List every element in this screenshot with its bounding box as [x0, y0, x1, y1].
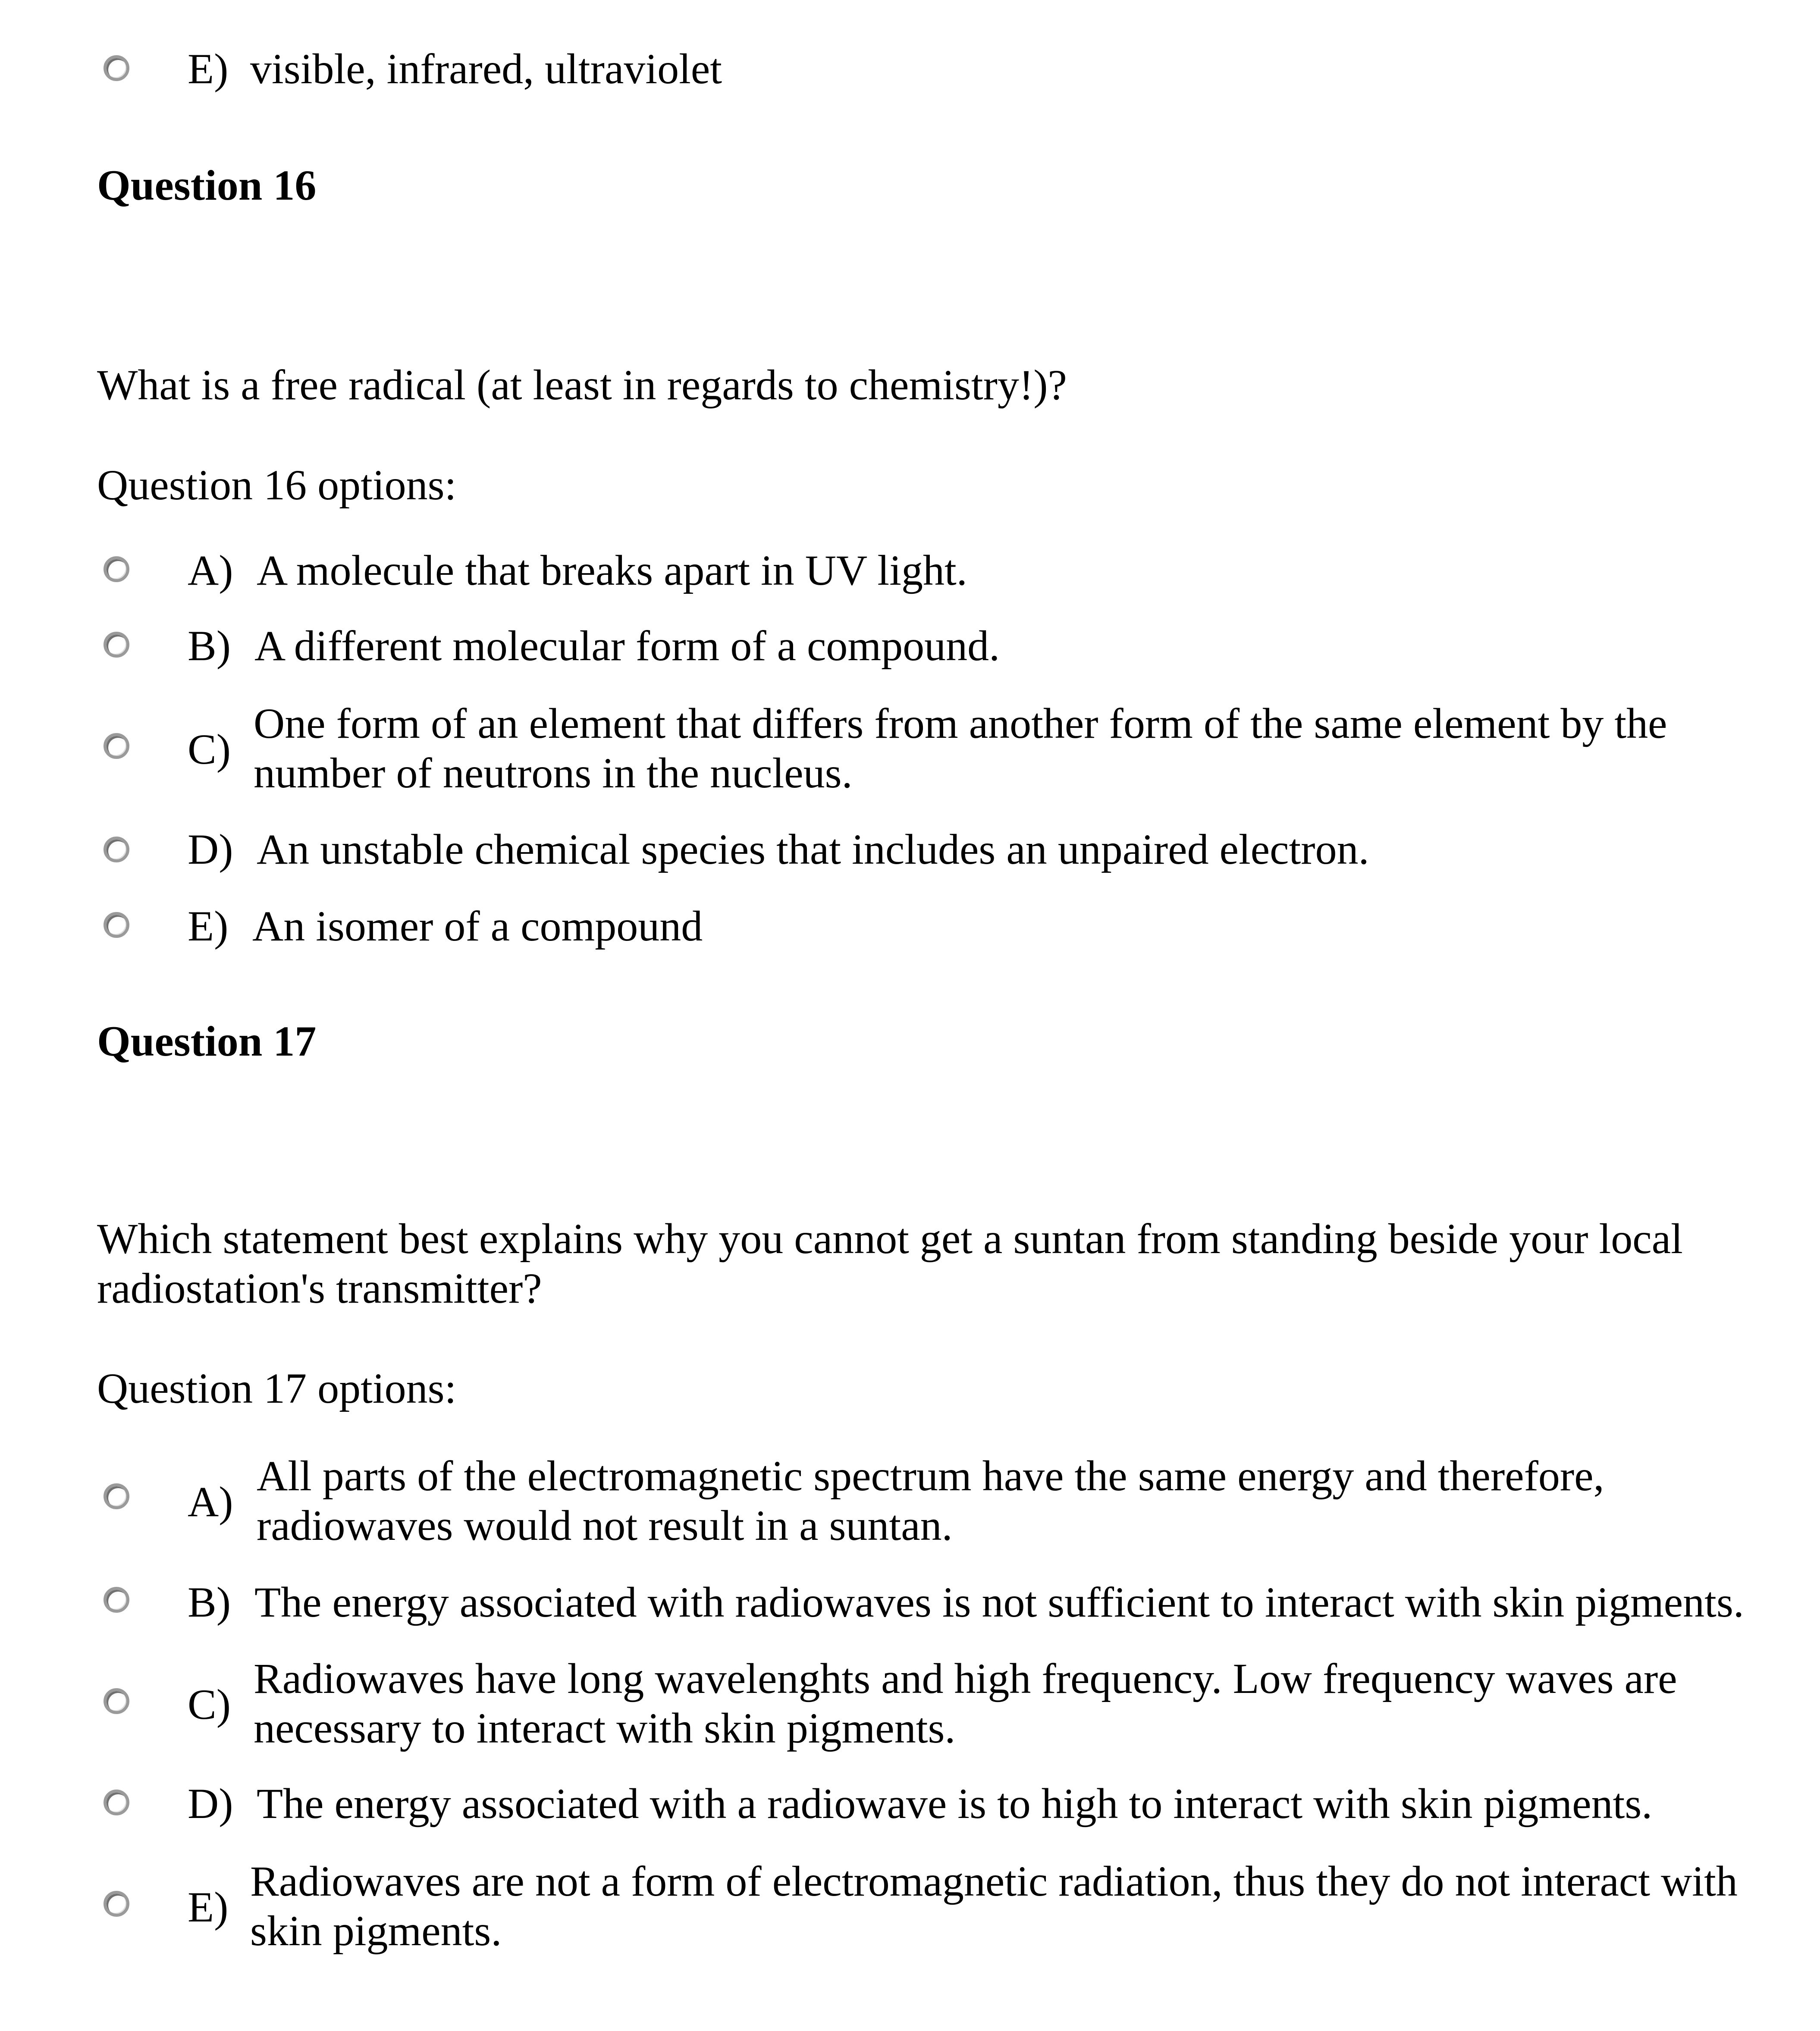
option-text-line-2: skin pigments. — [250, 1907, 502, 1955]
question-17-prompt-line-1: Which statement best explains why you cannot get a suntan from standing beside your local — [97, 1215, 1683, 1263]
question-16-prompt: What is a free radical (at least in regards to chemistry!)? — [97, 361, 1067, 409]
radio-button-icon[interactable] — [104, 1483, 129, 1509]
option-text-line-1: One form of an element that differs from another form of the same element by the — [254, 699, 1667, 747]
option-letter: C) — [188, 725, 231, 773]
radio-button-icon[interactable] — [104, 912, 129, 938]
option-letter: C) — [188, 1680, 231, 1728]
option-letter: A) — [188, 1478, 233, 1526]
option-text: A different molecular form of a compound. — [254, 622, 1000, 670]
radio-button-icon[interactable] — [104, 1891, 129, 1917]
option-text-line-2: necessary to interact with skin pigments. — [254, 1704, 956, 1752]
radio-button-icon[interactable] — [104, 1790, 129, 1815]
radio-button-icon[interactable] — [104, 556, 129, 582]
option-letter: A) — [188, 546, 233, 594]
option-letter: B) — [188, 1578, 231, 1626]
option-text: The energy associated with radiowaves is not sufficient to interact with skin pigments. — [254, 1578, 1744, 1626]
radio-button-icon[interactable] — [104, 733, 129, 759]
question-16-options-label: Question 16 options: — [97, 461, 457, 509]
option-letter: D) — [188, 825, 233, 873]
option-letter: E) — [188, 45, 229, 93]
radio-button-icon[interactable] — [104, 1587, 129, 1613]
option-text-line-2: radiowaves would not result in a suntan. — [257, 1501, 953, 1549]
option-text-line-2: number of neutrons in the nucleus. — [254, 749, 853, 797]
question-16-title: Question 16 — [97, 161, 317, 209]
option-text: The energy associated with a radiowave is to high to interact with skin pigments. — [257, 1780, 1653, 1827]
option-text: An unstable chemical species that includes an unpaired electron. — [257, 825, 1369, 873]
question-17-options-label: Question 17 options: — [97, 1364, 457, 1412]
radio-button-icon[interactable] — [104, 837, 129, 862]
radio-button-icon[interactable] — [104, 632, 129, 658]
radio-button-icon[interactable] — [104, 55, 129, 81]
option-letter: E) — [188, 1883, 229, 1931]
option-text: A molecule that breaks apart in UV light. — [257, 546, 967, 594]
option-text-line-1: Radiowaves are not a form of electromagnetic radiation, thus they do not interact with — [250, 1857, 1738, 1905]
option-letter: B) — [188, 622, 231, 670]
question-17-prompt-line-2: radiostation's transmitter? — [97, 1264, 542, 1312]
option-letter: E) — [188, 902, 229, 950]
option-text-line-1: Radiowaves have long wavelenghts and high frequency. Low frequency waves are — [254, 1655, 1677, 1702]
option-text: visible, infrared, ultraviolet — [250, 45, 722, 93]
option-text: An isomer of a compound — [252, 902, 703, 950]
option-text-line-1: All parts of the electromagnetic spectrum have the same energy and therefore, — [257, 1452, 1604, 1500]
radio-button-icon[interactable] — [104, 1688, 129, 1714]
option-letter: D) — [188, 1780, 233, 1827]
question-17-title: Question 17 — [97, 1017, 317, 1065]
